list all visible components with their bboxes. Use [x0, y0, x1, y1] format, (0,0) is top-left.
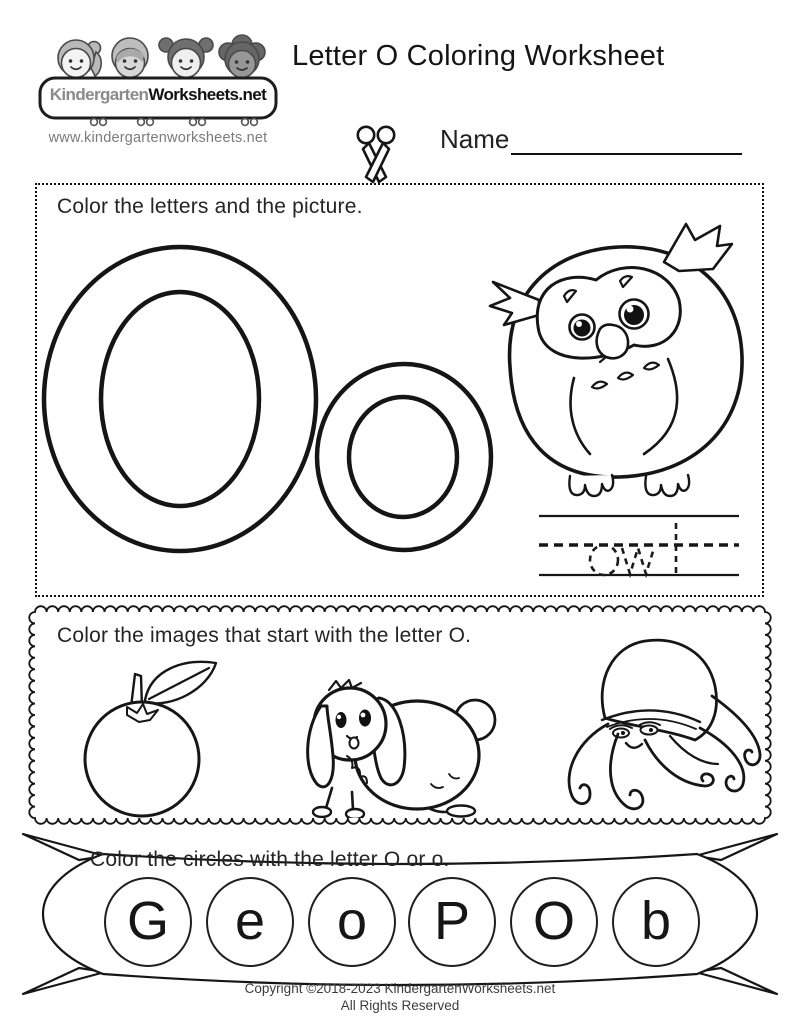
- name-label: Name: [440, 124, 510, 154]
- letter-small-o: [317, 364, 491, 550]
- brand-text: [40, 85, 276, 105]
- website-url: www.kindergartenworksheets.net: [48, 130, 268, 146]
- octopus-illustration: [569, 640, 760, 809]
- trace-word-owl: [590, 523, 676, 575]
- footer-rights: All Rights Reserved: [340, 998, 460, 1013]
- name-field: [440, 124, 742, 155]
- letter-circle-2: e: [206, 877, 294, 967]
- footer: [0, 980, 800, 1014]
- section-letters-art: [34, 182, 764, 595]
- site-logo: [38, 28, 278, 128]
- section-images-heading: Color the images that start with the letter O.: [57, 624, 472, 647]
- letter-circle-1: G: [104, 877, 192, 967]
- section-letters-heading: Color the letters and the picture.: [57, 195, 363, 218]
- name-blank-line: [511, 127, 742, 155]
- scissors-icon: [349, 122, 403, 186]
- letter-circle-4: P: [408, 877, 496, 967]
- section-images-art: [35, 612, 765, 818]
- rabbit-illustration: [308, 680, 495, 818]
- page-title: Letter O Coloring Worksheet: [292, 40, 665, 72]
- section-circles-heading: Color the circles with the letter O or o.: [90, 848, 450, 871]
- letter-circle-5: O: [510, 877, 598, 967]
- letter-circle-6: b: [612, 877, 700, 967]
- letter-big-o: [44, 247, 316, 551]
- section-color-letters: [35, 183, 764, 597]
- letter-circle-3: o: [308, 877, 396, 967]
- orange-illustration: [85, 662, 216, 816]
- kids-logo-icon: [38, 28, 278, 128]
- trace-lines: [539, 516, 739, 575]
- section-color-images: [35, 612, 765, 818]
- footer-copyright: Copyright ©2018-2023 KindergartenWorksheets.net: [244, 981, 556, 996]
- owl-illustration: [490, 224, 742, 496]
- brand-suffix: Worksheets.net: [148, 85, 267, 104]
- section-color-circles: [15, 826, 785, 998]
- brand-prefix: Kindergarten: [49, 85, 149, 104]
